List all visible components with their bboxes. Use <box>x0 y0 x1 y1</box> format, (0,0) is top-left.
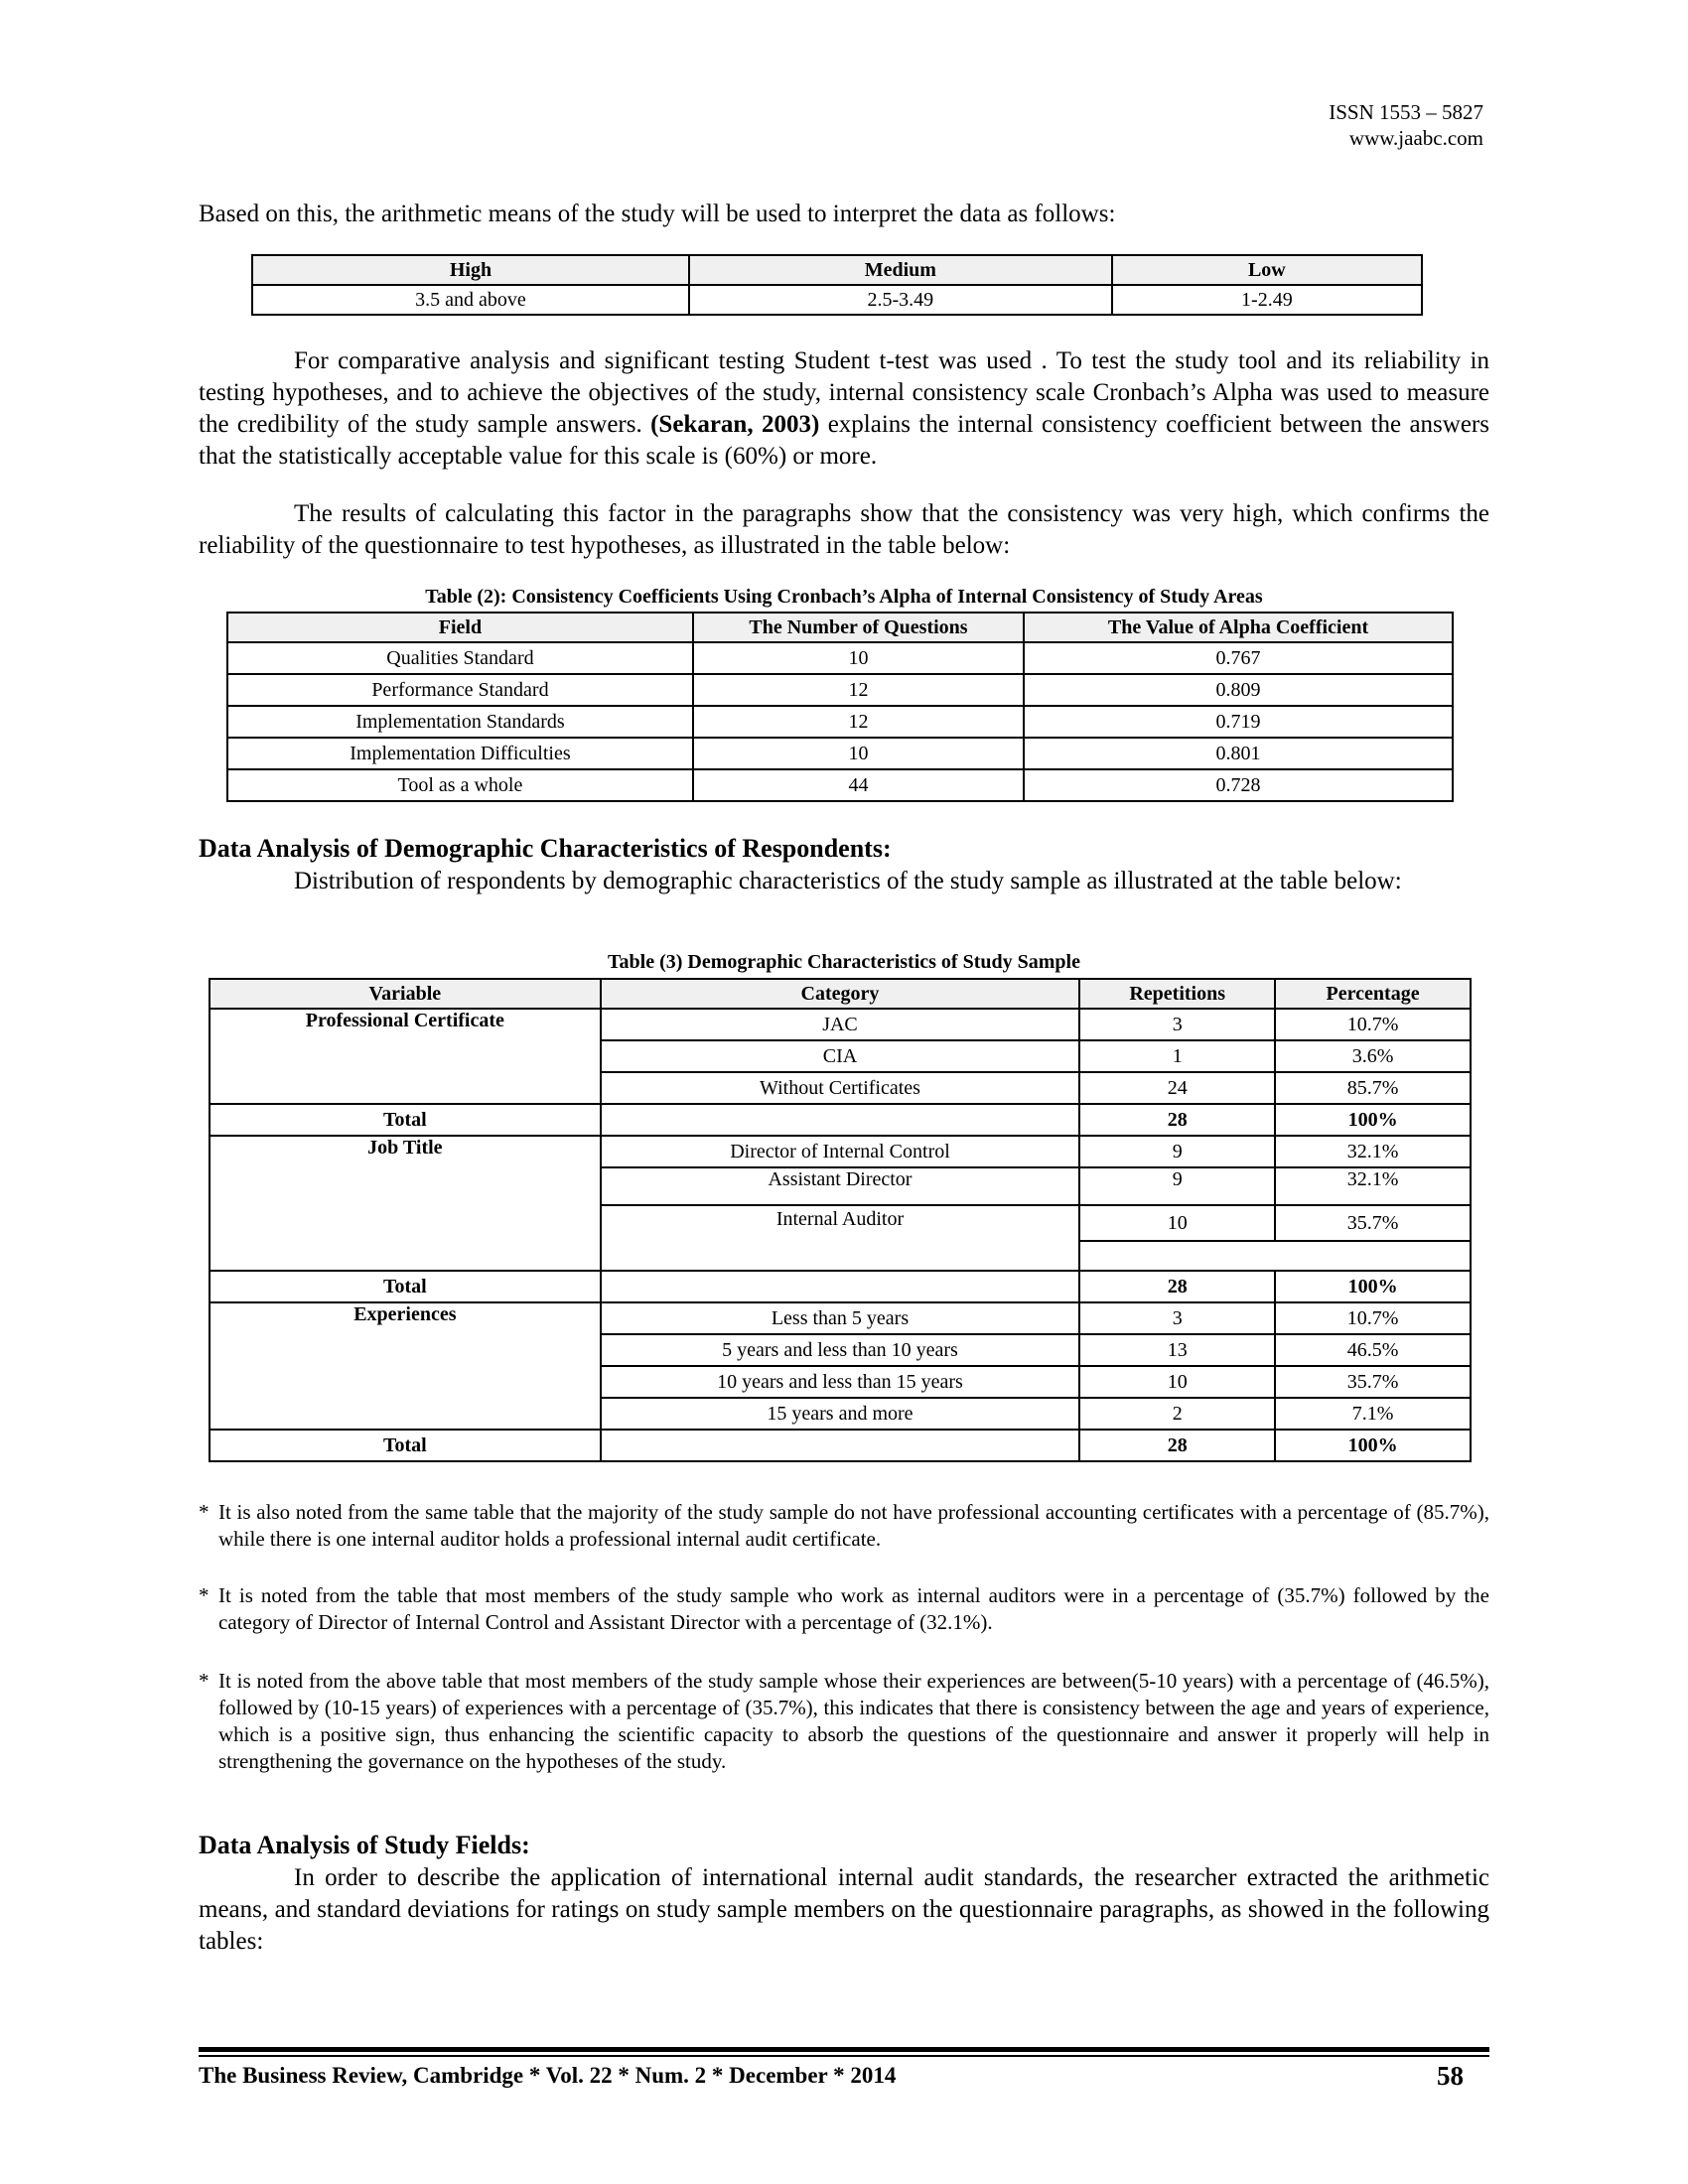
table3-cell: 28 <box>1079 1430 1275 1461</box>
table-row <box>227 674 1453 706</box>
table3-cell: 100% <box>1275 1430 1471 1461</box>
table-row <box>210 1009 1471 1040</box>
demographics-text: Distribution of respondents by demographic characteristics of the study sample as illustrated at the table below: <box>294 868 1402 894</box>
table3-caption: Table (3) Demographic Characteristics of Study Sample <box>608 951 1080 973</box>
table3-cell: Director of Internal Control <box>601 1136 1080 1167</box>
table3-variable: Experiences <box>210 1302 601 1430</box>
citation: (Sekaran, 2003) <box>650 411 820 438</box>
note-text: It is noted from the table that most members of the study sample who work as internal auditors were in a percentage of (35.7%) followed by the category of Director of Internal Control and Assistant Director with a percentage of (32.1%). <box>218 1583 1489 1634</box>
section-heading-demographics: Data Analysis of Demographic Characteristics of Respondents: <box>199 834 892 863</box>
table3-empty-cell <box>601 1104 1080 1136</box>
table3-header-percentage: Percentage <box>1275 979 1471 1009</box>
table3-cell: 32.1% <box>1275 1167 1471 1205</box>
table3-cell: CIA <box>601 1040 1080 1072</box>
table3-cell: 7.1% <box>1275 1398 1471 1430</box>
table-row-total <box>210 1104 1471 1136</box>
table-row <box>210 1302 1471 1334</box>
issn-number: ISSN 1553 – 5827 <box>1329 100 1483 124</box>
demographics-intro <box>199 866 1489 897</box>
scale-value-low: 1-2.49 <box>1112 285 1422 315</box>
table3-cell: 1 <box>1079 1040 1275 1072</box>
table3-cell: 10 <box>1079 1366 1275 1398</box>
table3-cell: 15 years and more <box>601 1398 1080 1430</box>
table3-cell: 100% <box>1275 1271 1471 1302</box>
footer-divider-thin <box>199 2055 1489 2057</box>
scale-value-medium: 2.5-3.49 <box>689 285 1112 315</box>
table3-empty-cell <box>601 1430 1080 1461</box>
study-fields-intro <box>199 1862 1489 1958</box>
table3-cell: Less than 5 years <box>601 1302 1080 1334</box>
table2-cell: Implementation Standards <box>227 706 693 738</box>
table3-cell: 35.7% <box>1275 1205 1471 1241</box>
table3-cell: 24 <box>1079 1072 1275 1104</box>
table2-cell: Tool as a whole <box>227 769 693 801</box>
table2-cell: Qualities Standard <box>227 642 693 674</box>
table3-cell: 28 <box>1079 1104 1275 1136</box>
table2-cell: 44 <box>693 769 1024 801</box>
table2-header-questions: The Number of Questions <box>693 613 1024 642</box>
scale-header-high: High <box>252 255 689 285</box>
table2-cell: Performance Standard <box>227 674 693 706</box>
table3-cell: Assistant Director <box>601 1167 1080 1205</box>
table3-cell: 3.6% <box>1275 1040 1471 1072</box>
table3-cell: 28 <box>1079 1271 1275 1302</box>
scale-value-high: 3.5 and above <box>252 285 689 315</box>
table3-cell: 13 <box>1079 1334 1275 1366</box>
table3-cell: Internal Auditor <box>601 1205 1080 1271</box>
study-fields-text: In order to describe the application of international internal audit standards, the researcher extracted the arithmetic means, and standard deviations for ratings on study sample members on the questionnaire paragraphs, as showed in the following tables: <box>199 1864 1489 1955</box>
methodology-text-end: explains the internal consistency coefficient between the answers that the statistically acceptable value for this scale is (60%) or more. <box>199 411 1489 470</box>
table2-cell: 10 <box>693 642 1024 674</box>
table3-cell: 100% <box>1275 1104 1471 1136</box>
table2-cell: 12 <box>693 706 1024 738</box>
journal-footer: The Business Review, Cambridge * Vol. 22 * Num. 2 * December * 2014 <box>199 2063 897 2088</box>
table3-variable: Professional Certificate <box>210 1009 601 1104</box>
footer-divider <box>199 2047 1489 2052</box>
table2-cell: 0.767 <box>1024 642 1453 674</box>
table2-cell: 0.719 <box>1024 706 1453 738</box>
scale-header-low: Low <box>1112 255 1422 285</box>
table2-caption: Table (2): Consistency Coefficients Using Cronbach’s Alpha of Internal Consistency of Study Areas <box>425 586 1263 608</box>
table-row <box>227 706 1453 738</box>
table-row <box>227 769 1453 801</box>
table3-cell: 35.7% <box>1275 1366 1471 1398</box>
results-paragraph <box>199 498 1489 562</box>
note-marker: * <box>199 1669 210 1693</box>
methodology-paragraph <box>199 345 1489 473</box>
note-text: It is also noted from the same table that the majority of the study sample do not have professional accounting certificates with a percentage of (85.7%), while there is one internal auditor holds a professional internal audit certificate. <box>218 1500 1489 1551</box>
intro-text: Based on this, the arithmetic means of the study will be used to interpret the data as follows: <box>199 201 1116 227</box>
table3-cell: 85.7% <box>1275 1072 1471 1104</box>
table3-cell: 9 <box>1079 1136 1275 1167</box>
table3-cell: 32.1% <box>1275 1136 1471 1167</box>
table3-cell: 10 years and less than 15 years <box>601 1366 1080 1398</box>
table2-cell: 12 <box>693 674 1024 706</box>
table3-cell: 10 <box>1079 1205 1275 1241</box>
table3-header-category: Category <box>601 979 1080 1009</box>
table3-total-label: Total <box>210 1271 601 1302</box>
table3-cell: 2 <box>1079 1398 1275 1430</box>
table3-cell: Without Certificates <box>601 1072 1080 1104</box>
section-heading-study-fields: Data Analysis of Study Fields: <box>199 1831 530 1859</box>
note-marker: * <box>199 1500 210 1524</box>
note-certificates <box>199 1499 1489 1553</box>
table3-variable: Job Title <box>210 1136 601 1271</box>
intro-paragraph <box>199 199 1489 230</box>
methodology-text: For comparative analysis and significant testing Student t-test was used . To test the study tool and its reliability in testing hypotheses, and to achieve the objectives of the study, internal consistency scale Cronbach’s Alpha was used to measure the credibility of the study sample answers. <box>199 347 1489 438</box>
table2-cell: 0.801 <box>1024 738 1453 769</box>
table3-cell: 3 <box>1079 1302 1275 1334</box>
table3-empty-cell <box>601 1271 1080 1302</box>
table2-cell: Implementation Difficulties <box>227 738 693 769</box>
table3-header-variable: Variable <box>210 979 601 1009</box>
table3-cell: 10.7% <box>1275 1009 1471 1040</box>
issn-header <box>1329 99 1483 151</box>
table3-empty-cell <box>1079 1241 1471 1271</box>
journal-website: www.jaabc.com <box>1348 126 1483 150</box>
table2-cronbach-alpha <box>226 612 1454 802</box>
table2-header-field: Field <box>227 613 693 642</box>
table3-cell: JAC <box>601 1009 1080 1040</box>
note-text: It is noted from the above table that most members of the study sample whose their experiences are between(5-10 years) with a percentage of (46.5%), followed by (10-15 years) of experiences with a percentage of (35.7%), this indicates that there is consistency between the age and years of experience, which is a positive sign, thus enhancing the scientific capacity to absorb the questions of the questionnaire and answer it properly will help in strengthening the governance on the hypotheses of the study. <box>218 1669 1489 1773</box>
note-marker: * <box>199 1583 210 1607</box>
note-experience <box>199 1668 1489 1775</box>
scale-header-medium: Medium <box>689 255 1112 285</box>
results-text: The results of calculating this factor in the paragraphs show that the consistency was very high, which confirms the reliability of the questionnaire to test hypotheses, as illustrated in the table below: <box>199 500 1489 559</box>
table-row <box>227 642 1453 674</box>
table3-cell: 5 years and less than 10 years <box>601 1334 1080 1366</box>
table-row-total <box>210 1271 1471 1302</box>
note-job-title <box>199 1582 1489 1636</box>
table2-header-alpha: The Value of Alpha Coefficient <box>1024 613 1453 642</box>
table2-cell: 0.728 <box>1024 769 1453 801</box>
table2-cell: 0.809 <box>1024 674 1453 706</box>
table-row-total <box>210 1430 1471 1461</box>
table3-header-repetitions: Repetitions <box>1079 979 1275 1009</box>
table3-demographics <box>209 978 1472 1462</box>
table3-total-label: Total <box>210 1104 601 1136</box>
table3-cell: 46.5% <box>1275 1334 1471 1366</box>
table-row <box>227 738 1453 769</box>
table3-cell: 3 <box>1079 1009 1275 1040</box>
table2-cell: 10 <box>693 738 1024 769</box>
page-number: 58 <box>1437 2061 1464 2091</box>
interpretation-scale-table <box>251 254 1423 316</box>
table3-total-label: Total <box>210 1430 601 1461</box>
table3-cell: 10.7% <box>1275 1302 1471 1334</box>
table-row <box>210 1136 1471 1167</box>
table3-cell: 9 <box>1079 1167 1275 1205</box>
